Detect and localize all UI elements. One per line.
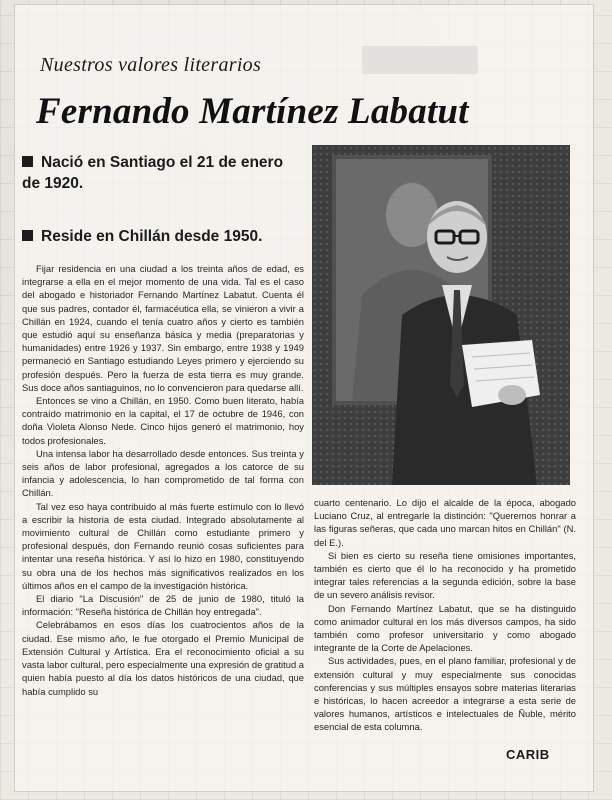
bullet-text: Nació en Santiago el 21 de enero de 1920. (22, 154, 284, 192)
headline: Fernando Martínez Labatut (36, 91, 469, 132)
portrait-photo (312, 145, 570, 485)
paragraph: Fijar residencia en una ciudad a los treinta años de edad, es integrarse a ella en el mejor momento de una vida. Tal es el caso del abogado e historiador Fernando Martínez Labatut. Cuenta él que sus padres, contador él, farmacéutica ella, se vinieron a vivir a Chillán en 1924, cuando el tenía cuatro años y cierto es también que estudió aquí su enseñanza básica y media (preparatorias y humanidades) entre 1926 y 1937. Sin embargo, entre 1938 y 1949 permaneció en Santiago estudiando Leyes primero y ejerciendo su profesión después. Pero la fuerza de esta tierra es muy grande. Sus doce años santiaguinos, no lo convencieron para quedarse allí. (22, 263, 304, 393)
paragraph: Entonces se vino a Chillán, en 1950. Como buen literato, había contraído matrimonio en la capital, el 17 de octubre de 1946, con doña Violeta Alonso Nede. Cinco hijos generó el matrimonio, hoy todos profesionales. (22, 395, 304, 446)
bullet-text: Reside en Chillán desde 1950. (41, 228, 263, 245)
portrait-illustration (312, 145, 570, 485)
paragraph: cuarto centenario. Lo dijo el alcalde de la época, abogado Luciano Cruz, al entregarle la distinción: "Queremos honrar a las figuras señeras, que cada uno marcan hitos en Chillán" (N. del E.). (314, 497, 576, 548)
paragraph: Tal vez eso haya contribuido al más fuerte estímulo con lo llevó a escribir la historia de esta ciudad. Integrado absolutamente al movimiento cultural de Chillán como estudiante primero y profesional después, don Fernando reunió cosas suficientes para intentar una reseña histórica. Y así lo hizo en 1980, constituyendo su obra una de los hechos más significativos realizados en los últimos años en el campo de la investigación histórica. (22, 500, 304, 591)
section-title: Nuestros valores literarios (40, 54, 262, 76)
paragraph: Sus actividades, pues, en el plano familiar, profesional y de extensión cultural y muy especialmente sus conocidas conferencias y sus múltiples ensayos sobre materias literarias e históricas, lo hacen acreedor a integrarse a esta serie de valores humanos, artísticos e intelectuales de Ñuble, mérito esencial de esta columna. (314, 655, 576, 733)
bullet-square-icon (22, 230, 33, 241)
paragraph: Don Fernando Martínez Labatut, que se ha distinguido como animador cultural en los más diversos campos, ha sido también como profesor universitario y como abogado integrante de la Corte de Apelaciones. (314, 602, 576, 654)
article-body-right-column (314, 496, 576, 756)
author-signature: CARIB (506, 747, 550, 762)
redaction-block (362, 46, 478, 74)
paragraph: Una intensa labor ha desarrollado desde entonces. Sus treinta y seis años de labor profesional, agregados a los catorce de su infancia y adolescencia, lo han comprometido de tal forma con Chillán. (22, 447, 304, 499)
paragraph: El diario "La Discusión" de 25 de junio de 1980, tituló la información: "Reseña histórica de Chillán hoy entregada". (22, 593, 304, 618)
bullet-square-icon (22, 156, 33, 167)
article-body-left-column (22, 262, 304, 782)
paragraph: Si bien es cierto su reseña tiene omisiones importantes, también es cierto que él lo ha reconocido y ha prometido integrar tales referencias a la segunda edición, sobre la base de un severo análisis revisor. (314, 549, 576, 601)
paragraph: Celebrábamos en esos días los cuatrocientos años de la ciudad. Ese mismo año, le fue otorgado el Premio Municipal de Extensión Cultural y Artística. Era el reconocimiento oficial a su vasta labor cultural, pero especialmente una expresión de gratitud a quien había puesto al día los datos históricos de una ciudad, que había cumplido su (22, 619, 304, 697)
bullet-residence (22, 226, 302, 247)
bullet-birth (22, 152, 302, 194)
